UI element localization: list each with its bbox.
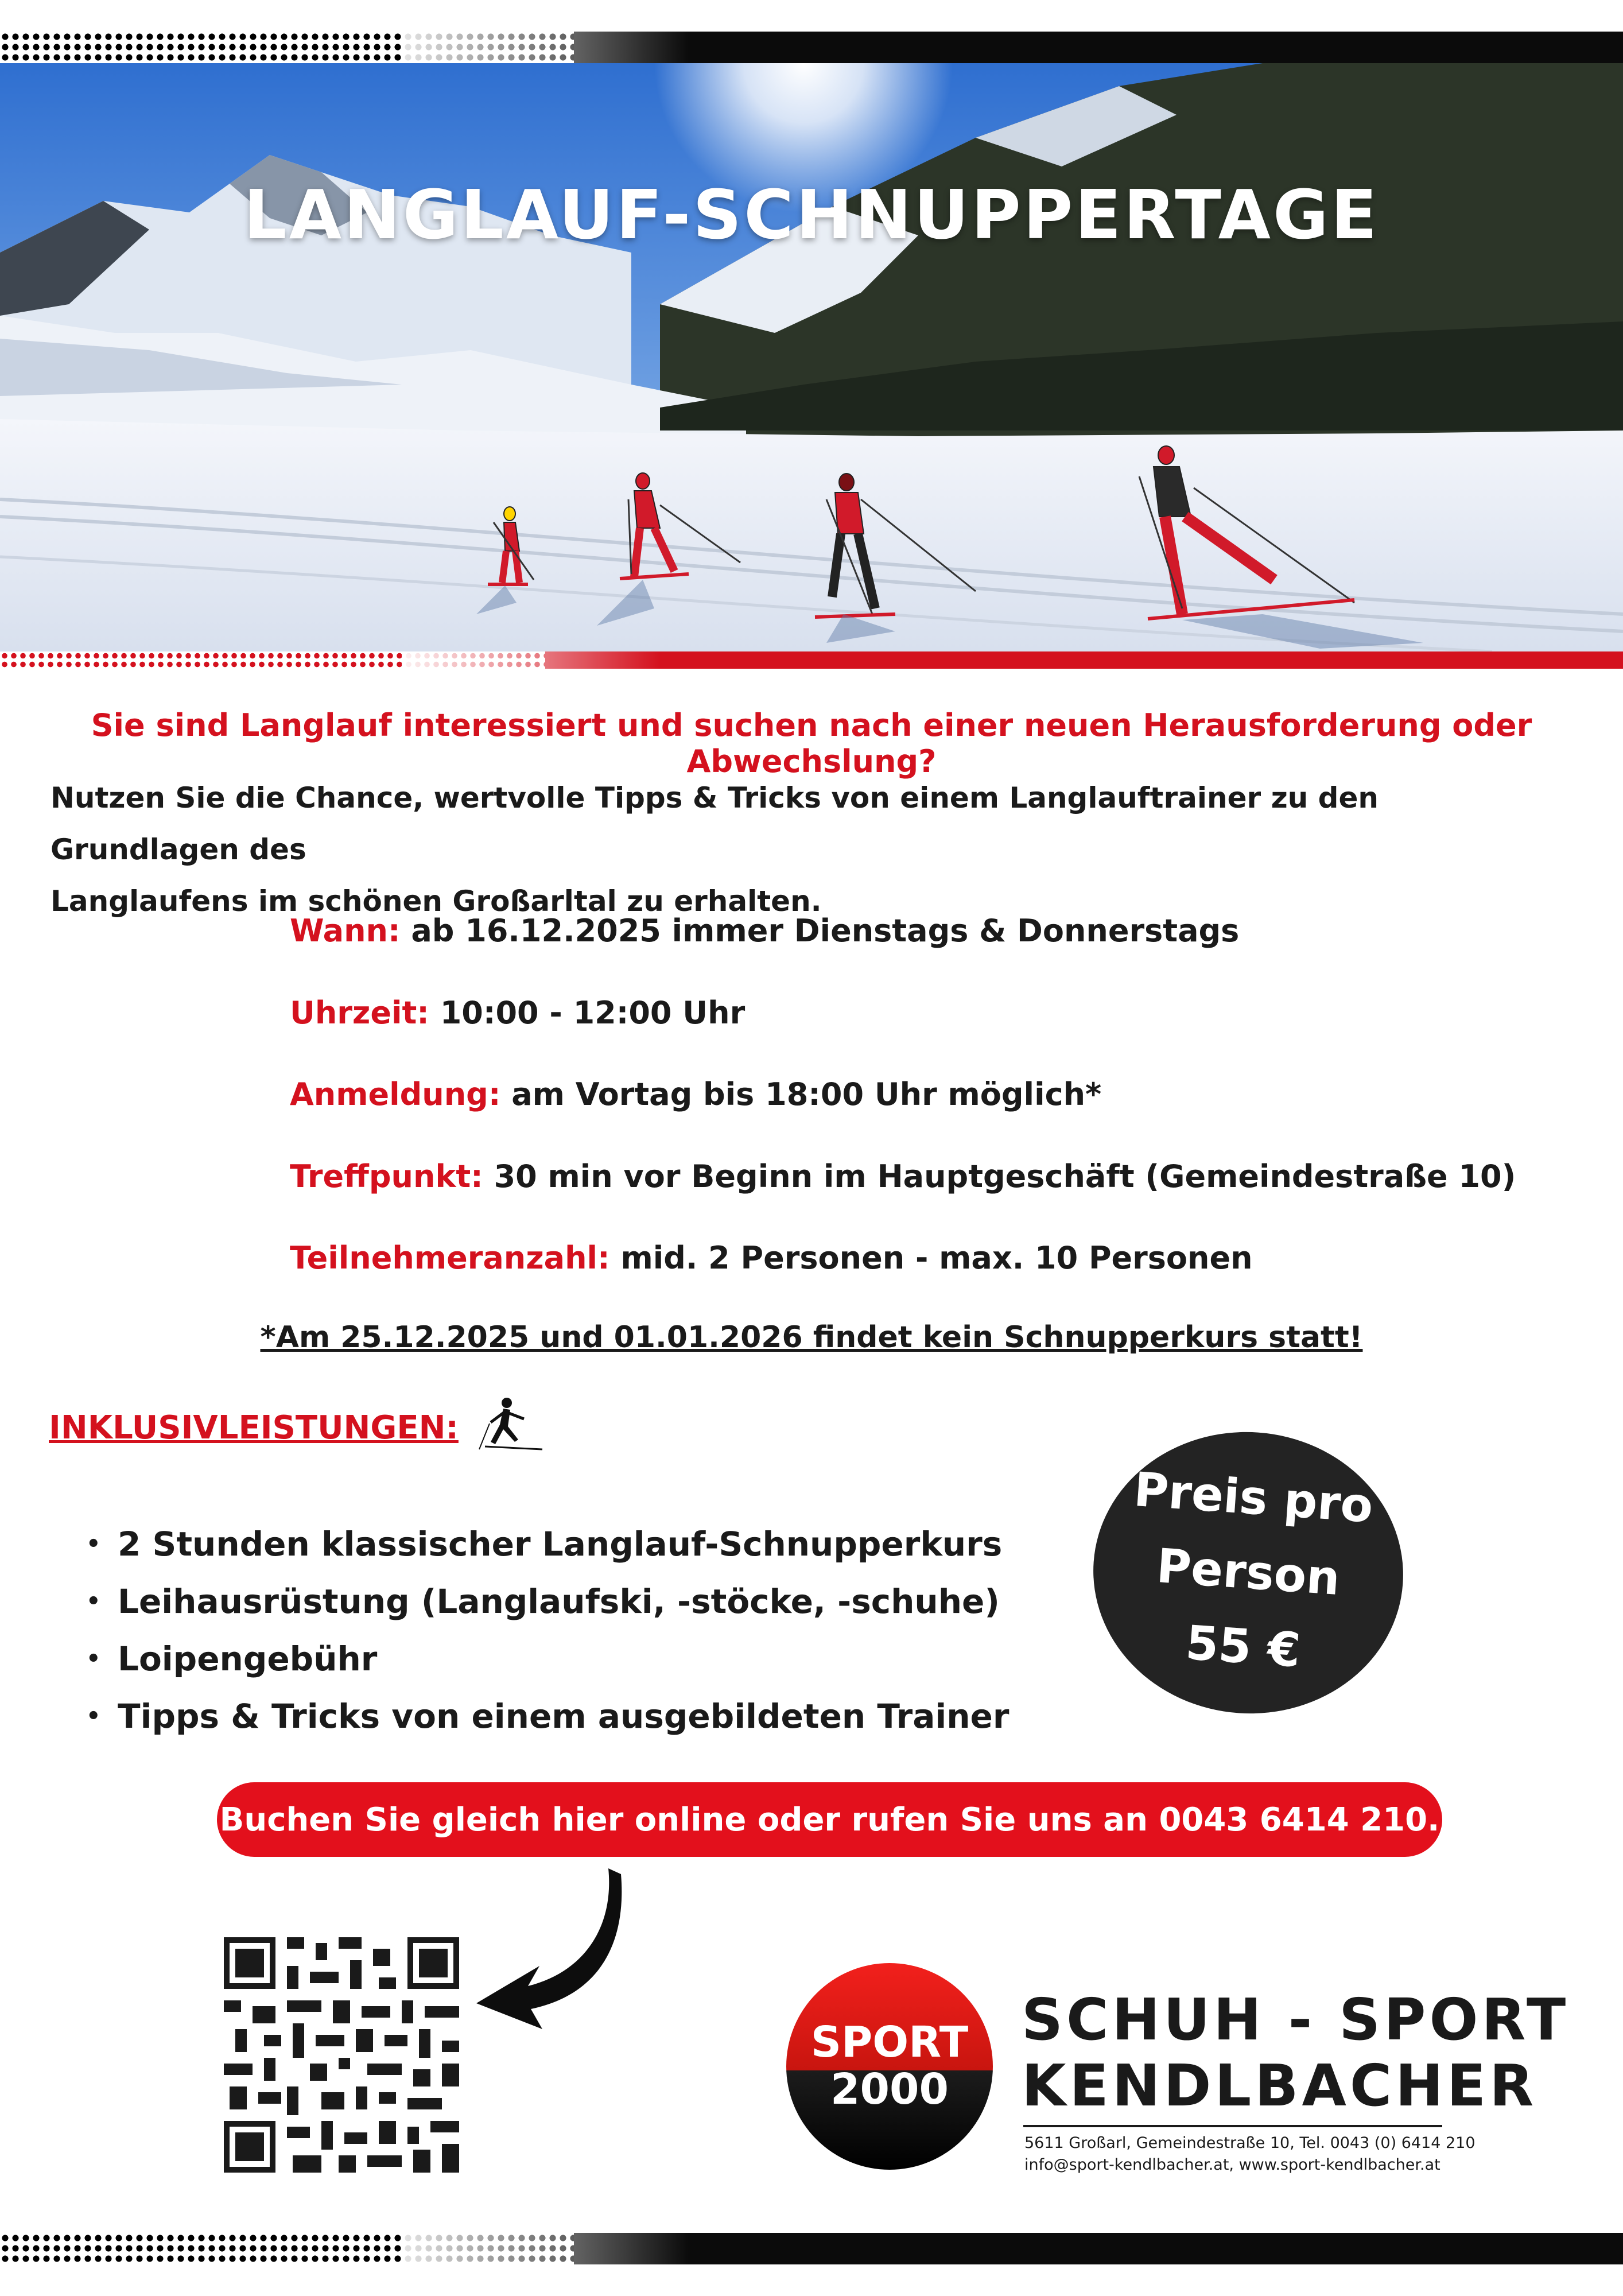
info-value: 30 min vor Beginn im Hauptgeschäft (Gemeindestraße 10) [483, 1158, 1516, 1194]
info-value: ab 16.12.2025 immer Dienstags & Donnerstags [400, 913, 1240, 949]
badge-bottom-text: 2000 [830, 2065, 949, 2114]
price-label-line1: Preis pro [1132, 1462, 1375, 1534]
info-label: Uhrzeit: [290, 995, 429, 1031]
hero-image [0, 63, 1623, 651]
info-label: Wann: [290, 913, 401, 949]
sport2000-badge [783, 1960, 996, 2173]
list-item: • Tipps & Tricks von einem ausgebildeten Trainer [86, 1688, 1009, 1745]
list-item: • Leihausrüstung (Langlaufski, -stöcke, -schuhe) [86, 1573, 1009, 1630]
info-participants [290, 1240, 1253, 1276]
info-time [290, 995, 745, 1031]
sport2000-logo [781, 1952, 1570, 2175]
intro-text [51, 772, 1571, 927]
inclusions-list [86, 1515, 1009, 1745]
skier-icon [462, 1395, 548, 1458]
info-label: Anmeldung: [290, 1076, 501, 1112]
price-badge [1084, 1422, 1413, 1724]
address: 5611 Großarl, Gemeindestraße 10, Tel. 0043 (0) 6414 210 [1024, 2134, 1476, 2152]
divider [1023, 2125, 1442, 2127]
brand-name-line1: SCHUH - SPORT [1022, 1986, 1570, 2053]
list-item: • 2 Stunden klassischer Langlauf-Schnupperkurs [86, 1515, 1009, 1573]
price-amount: 55 € [1184, 1615, 1302, 1678]
red-band [0, 651, 1623, 669]
intro-text-line1: Nutzen Sie die Chance, wertvolle Tipps & Tricks von einem Langlauftrainer zu den Grundlagen des [51, 781, 1379, 866]
arrow-icon [476, 1863, 626, 2035]
info-meeting-point [290, 1158, 1516, 1194]
qr-code[interactable] [224, 1937, 459, 2173]
brand-name-line2: KENDLBACHER [1022, 2052, 1537, 2119]
inclusions-title: INKLUSIVLEISTUNGEN: [49, 1409, 459, 1446]
info-value: mid. 2 Personen - max. 10 Personen [609, 1240, 1253, 1276]
price-label-line2: Person [1155, 1538, 1342, 1607]
info-value: 10:00 - 12:00 Uhr [429, 995, 746, 1031]
info-value: am Vortag bis 18:00 Uhr möglich* [500, 1076, 1102, 1112]
bottom-band [0, 2233, 1623, 2264]
contact-info: info@sport-kendlbacher.at, www.sport-kendlbacher.at [1024, 2156, 1440, 2174]
info-when [290, 913, 1239, 949]
info-registration [290, 1076, 1101, 1112]
intro-question: Sie sind Langlauf interessiert und suchen nach einer neuen Herausforderung oder Abwechslung? [91, 707, 1532, 779]
badge-top-text: SPORT [810, 2018, 969, 2067]
info-label: Teilnehmeranzahl: [290, 1240, 610, 1276]
list-item: • Loipengebühr [86, 1630, 1009, 1688]
info-label: Treffpunkt: [290, 1158, 483, 1194]
page-title: LANGLAUF-SCHNUPPERTAGE [243, 175, 1380, 254]
footnote: *Am 25.12.2025 und 01.01.2026 findet kein Schnupperkurs statt! [260, 1320, 1363, 1355]
intro-text-line2: Langlaufens im schönen Großarltal zu erhalten. [51, 885, 822, 918]
top-band [0, 32, 1623, 63]
booking-banner: Buchen Sie gleich hier online oder rufen Sie uns an 0043 6414 210. [217, 1782, 1442, 1857]
hero-illustration [0, 63, 1623, 651]
